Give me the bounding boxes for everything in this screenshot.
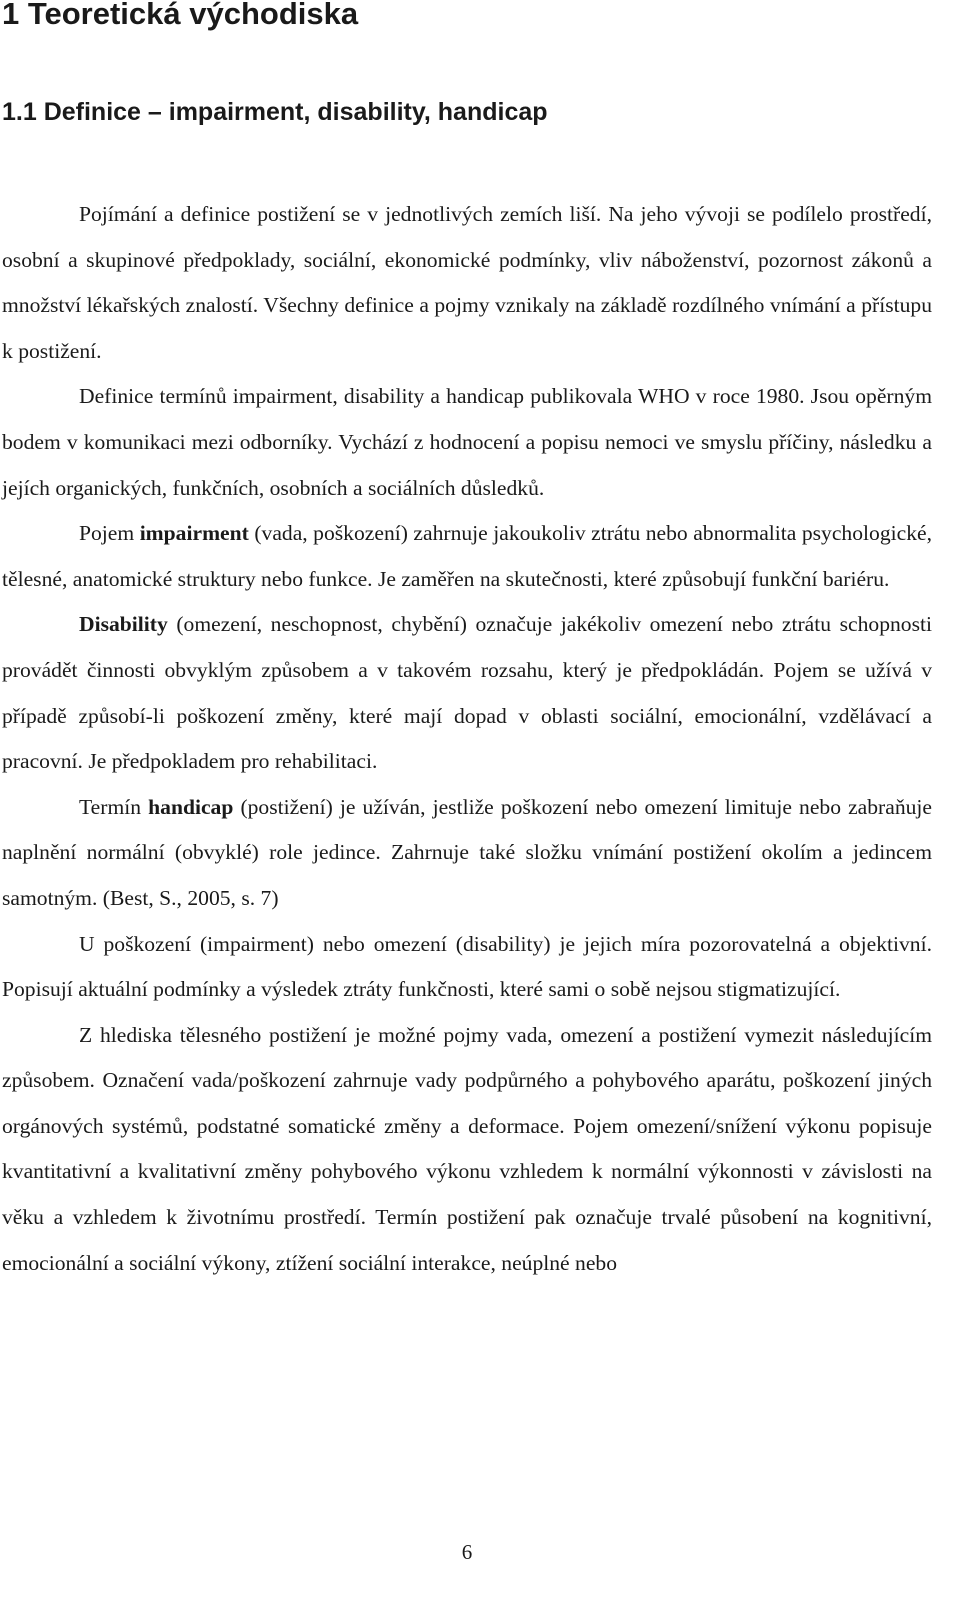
paragraph-text: U poškození (impairment) nebo omezení (disability) je jejich míra pozorovatelná a objektivní. Popisují aktuální podmínky a výsledek ztráty funkčnosti, které sami o sobě nejsou stigmatizující. <box>2 931 932 1002</box>
paragraph-text-after: (postižení) je užíván, jestliže poškození nebo omezení limituje nebo zabraňuje naplnění normální (obvyklé) role jedince. Zahrnuje také složku vnímání postižení okolím a jedincem samotným. (Best, S., 2005, s. 7) <box>2 794 932 910</box>
paragraph-text: Definice termínů impairment, disability a handicap publikovala WHO v roce 1980. Jsou opěrným bodem v komunikaci mezi odborníky. Vychází z hodnocení a popisu nemoci ve smyslu příčiny, následku a jejích organických, funkčních, osobních a sociálních důsledků. <box>2 384 932 500</box>
paragraph-text: Pojímání a definice postižení se v jednotlivých zemích liší. Na jeho vývoji se podílelo prostředí, osobní a skupinové předpoklady, sociální, ekonomické podmínky, vliv náboženství, pozornost zákonů a množství lékařských znalostí. Všechny definice a pojmy vznikaly na základě rozdílného vnímání a přístupu k postižení. <box>2 202 932 363</box>
paragraph-7 <box>2 1013 932 1287</box>
body-text <box>2 192 932 1286</box>
paragraph-text: Z hlediska tělesného postižení je možné pojmy vada, omezení a postižení vymezit následujícím způsobem. Označení vada/poškození zahrnuje vady podpůrného a pohybového aparátu, poškození jiných orgánových systémů, podstatné somatické změny a deformace. Pojem omezení/snížení výkonu popisuje kvantitativní a kvalitativní změny pohybového výkonu vzhledem k normální výkonnosti v závislosti na věku a vzhledem k životnímu prostředí. Termín postižení pak označuje trvalé působení na kognitivní, emocionální a sociální výkony, ztížení sociální interakce, neúplné nebo <box>2 1022 932 1275</box>
paragraph-text-after: (vada, poškození) zahrnuje jakoukoliv ztrátu nebo abnormalita psychologické, tělesné, anatomické struktury nebo funkce. Je zaměřen na skutečnosti, které způsobují funkční bariéru. <box>2 521 932 591</box>
term-disability: Disability <box>79 612 168 637</box>
paragraph-6 <box>2 922 932 1013</box>
term-handicap: handicap <box>148 794 234 819</box>
paragraph-2 <box>2 374 932 511</box>
chapter-heading: 1 Teoretická východiska <box>2 0 359 31</box>
page-number: 6 <box>461 1540 473 1564</box>
paragraph-4 <box>2 602 932 784</box>
section-heading: 1.1 Definice – impairment, disability, handicap <box>2 98 548 126</box>
paragraph-3 <box>2 511 932 602</box>
paragraph-text-before: Pojem <box>79 521 140 546</box>
paragraph-5 <box>2 785 932 922</box>
paragraph-1 <box>2 192 932 374</box>
paragraph-text-before: Termín <box>79 794 149 819</box>
term-impairment: impairment <box>139 521 249 546</box>
paragraph-text-after: (omezení, neschopnost, chybění) označuje jakékoliv omezení nebo ztrátu schopnosti provádět činnosti obvyklým způsobem a v takovém rozsahu, který je předpokládán. Pojem se užívá v případě způsobí-li poškození změny, které mají dopad v oblasti sociální, emocionální, vzdělávací a pracovní. Je předpokladem pro rehabilitaci. <box>2 612 932 774</box>
